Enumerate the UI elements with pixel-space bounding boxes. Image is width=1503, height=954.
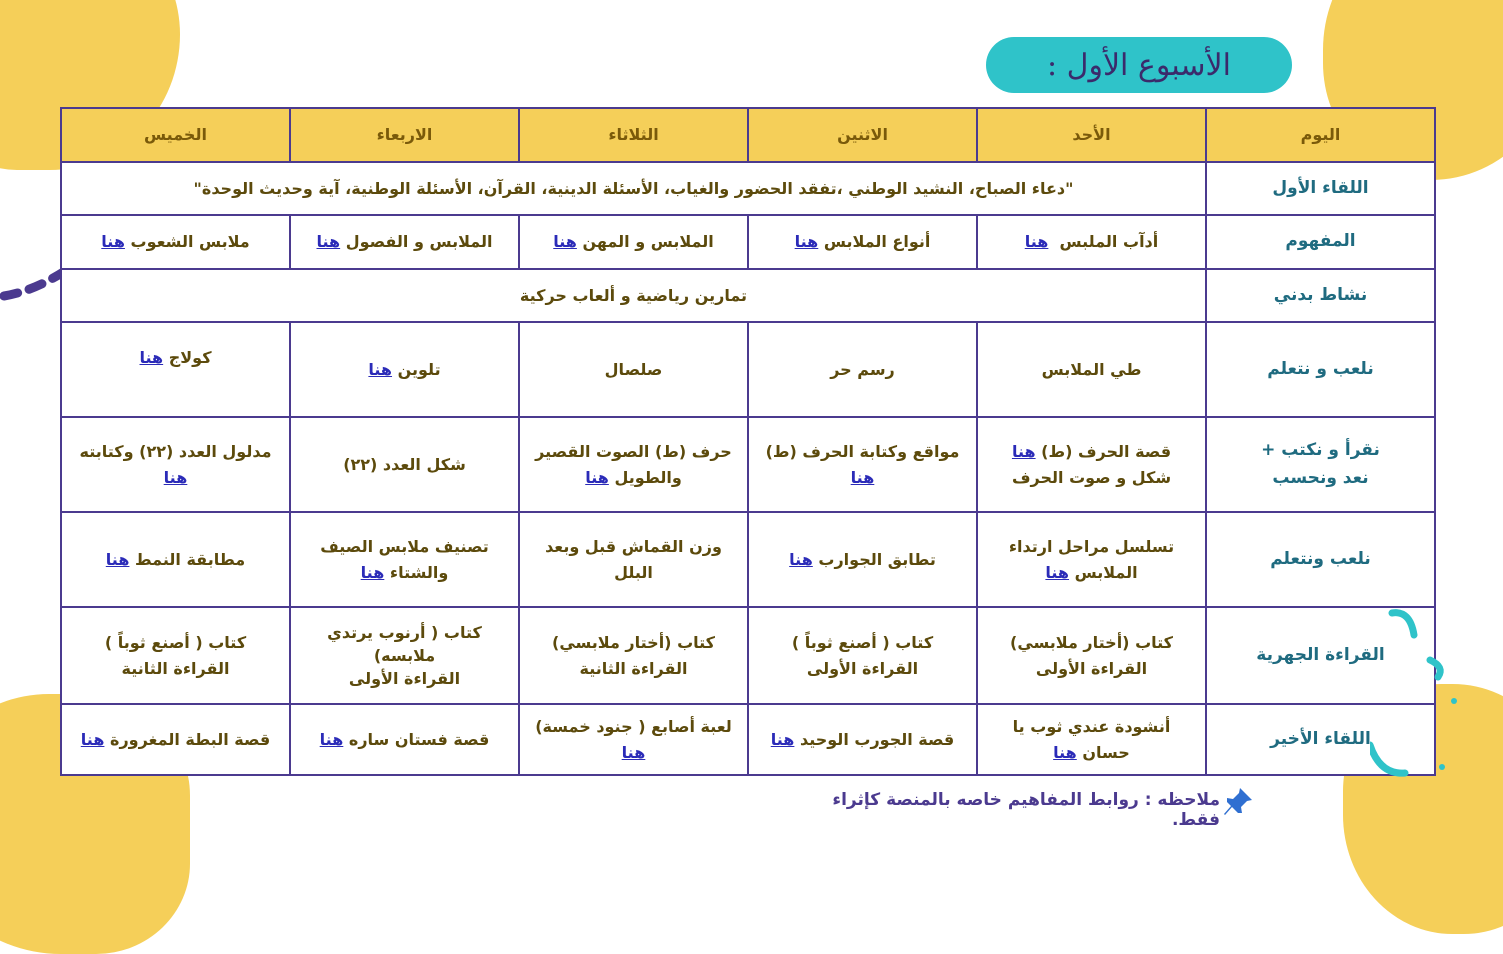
- table-cell: [61, 215, 290, 269]
- table-cell: [977, 512, 1206, 607]
- schedule-table: [60, 107, 1436, 776]
- table-cell: [748, 512, 977, 607]
- table-cell: [977, 417, 1206, 512]
- table-row: [61, 269, 1435, 322]
- cell-text: لعبة أصابع ( جنود خمسة): [535, 716, 732, 736]
- cell-text: القراءة الأولى: [348, 669, 461, 689]
- cell-text: صلصال: [604, 359, 663, 379]
- table-cell: [290, 704, 519, 775]
- cell-text: حرف (ط) الصوت القصير: [535, 441, 732, 461]
- link-here[interactable]: هنا: [80, 729, 105, 749]
- cell-text: القراءة الثانية: [579, 658, 688, 678]
- table-cell: "دعاء الصباح، النشيد الوطني ،تفقد الحضور والغياب، الأسئلة الدينية، القرآن، الأسئلة الوطنية، آية وحديث الوحدة": [61, 162, 1206, 215]
- decor-splash: [1370, 605, 1460, 785]
- cell-text: شكل العدد (٢٢): [343, 454, 466, 474]
- table-cell: [977, 607, 1206, 704]
- cell-text: كتاب ( أصنع ثوباً ): [104, 632, 247, 652]
- cell-text: تسلسل مراحل ارتداء: [1008, 536, 1175, 556]
- link-here[interactable]: هنا: [1011, 441, 1036, 461]
- table-cell: [290, 607, 519, 704]
- link-here[interactable]: هنا: [105, 549, 130, 569]
- table-cell: [61, 322, 290, 417]
- link-here[interactable]: هنا: [139, 347, 164, 367]
- cell-text: ملابسه): [373, 645, 436, 665]
- cell-text: تصنيف ملابس الصيف: [320, 536, 489, 556]
- row-label: المفهوم: [1206, 215, 1435, 269]
- cell-text: مواقع وكتابة الحرف (ط): [765, 441, 960, 461]
- cell-text: الملابس و الفصول: [345, 232, 493, 252]
- cell-text: البلل: [614, 562, 653, 582]
- link-here[interactable]: هنا: [794, 232, 819, 252]
- table-cell: [977, 704, 1206, 775]
- footnote: ملاحظه : روابط المفاهيم خاصه بالمنصة كإثراء فقط.: [832, 790, 1220, 830]
- cell-text: شكل و صوت الحرف: [1011, 467, 1172, 487]
- link-here[interactable]: هنا: [1045, 562, 1070, 582]
- table-cell: [748, 322, 977, 417]
- link-here[interactable]: هنا: [319, 729, 344, 749]
- table-cell: [61, 607, 290, 704]
- table-cell: [290, 322, 519, 417]
- cell-text: مطابقة النمط: [135, 549, 246, 569]
- row-label: نلعب و نتعلم: [1206, 322, 1435, 417]
- link-here[interactable]: هنا: [789, 549, 813, 569]
- table-cell: [61, 704, 290, 775]
- cell-text: مدلول العدد (٢٢) وكتابته: [79, 441, 272, 461]
- table-cell: [290, 512, 519, 607]
- row-label: [1206, 417, 1435, 512]
- table-cell: [748, 607, 977, 704]
- table-cell: [519, 512, 748, 607]
- row-label-line: نقرأ و نكتب +: [1261, 440, 1380, 461]
- cell-text: كتاب ( أصنع ثوباً ): [791, 632, 934, 652]
- header-cell: الخميس: [61, 108, 290, 162]
- link-here[interactable]: هنا: [553, 232, 577, 252]
- table-cell: [519, 215, 748, 269]
- table-row: [61, 417, 1435, 512]
- table-cell: [748, 704, 977, 775]
- table-row: [61, 704, 1435, 775]
- cell-text: كتاب (أختار ملابسي): [552, 632, 715, 652]
- table-cell: [61, 512, 290, 607]
- table-row: [61, 322, 1435, 417]
- cell-text: القراءة الأولى: [806, 658, 919, 678]
- table-cell: تمارين رياضية و ألعاب حركية: [61, 269, 1206, 322]
- header-cell: الأحد: [977, 108, 1206, 162]
- link-here[interactable]: هنا: [621, 742, 646, 762]
- link-here[interactable]: هنا: [1024, 232, 1049, 252]
- row-label: نشاط بدني: [1206, 269, 1435, 322]
- cell-text: والطويل: [614, 467, 682, 487]
- cell-text: الملابس و المهن: [582, 232, 714, 252]
- row-label: القراءة الجهرية: [1206, 607, 1435, 704]
- table-cell: [977, 215, 1206, 269]
- header-cell: اليوم: [1206, 108, 1435, 162]
- header-cell: الثلاثاء: [519, 108, 748, 162]
- pushpin-icon: [1222, 786, 1254, 818]
- cell-text: أنواع الملابس: [823, 232, 931, 252]
- table-cell: [977, 322, 1206, 417]
- cell-text: كولاج: [168, 347, 212, 367]
- cell-text: أنشودة عندي ثوب يا: [1012, 716, 1171, 736]
- header-cell: الاربعاء: [290, 108, 519, 162]
- table-cell: [519, 704, 748, 775]
- link-here[interactable]: هنا: [1053, 742, 1077, 762]
- row-label: نلعب ونتعلم: [1206, 512, 1435, 607]
- cell-text: تطابق الجوارب: [818, 549, 936, 569]
- table-cell: [748, 417, 977, 512]
- cell-text: والشتاء: [389, 562, 449, 582]
- header-cell: الاثنين: [748, 108, 977, 162]
- cell-text: القراءة الأولى: [1035, 658, 1148, 678]
- cell-text: كتاب ( أرنوب يرتدي: [327, 622, 482, 642]
- row-label: اللقاء الأول: [1206, 162, 1435, 215]
- cell-text: قصة البطة المغرورة: [110, 729, 271, 749]
- table-cell: [519, 417, 748, 512]
- link-here[interactable]: هنا: [360, 562, 385, 582]
- cell-text: أدآب الملبس: [1059, 232, 1159, 252]
- table-row: [61, 512, 1435, 607]
- link-here[interactable]: هنا: [316, 232, 341, 252]
- cell-text: الملابس: [1074, 562, 1138, 582]
- cell-text: كتاب (أختار ملابسي): [1010, 632, 1173, 652]
- cell-text: قصة فستان ساره: [348, 729, 490, 749]
- link-here[interactable]: هنا: [770, 729, 795, 749]
- link-here[interactable]: هنا: [101, 232, 125, 252]
- cell-text: قصة الجورب الوحيد: [799, 729, 955, 749]
- cell-text: رسم حر: [830, 359, 895, 379]
- table-cell: [519, 322, 748, 417]
- table-cell: [748, 215, 977, 269]
- row-label: اللقاء الأخير: [1206, 704, 1435, 775]
- link-here[interactable]: هنا: [368, 359, 393, 379]
- cell-text: حسان: [1082, 742, 1130, 762]
- table-cell: [290, 417, 519, 512]
- link-here[interactable]: هنا: [585, 467, 609, 487]
- cell-text: قصة الحرف (ط): [1041, 441, 1172, 461]
- table-row: [61, 607, 1435, 704]
- cell-text: ملابس الشعوب: [130, 232, 250, 252]
- table-cell: [519, 607, 748, 704]
- cell-text: القراءة الثانية: [121, 658, 230, 678]
- table-cell: [290, 215, 519, 269]
- cell-text: طي الملابس: [1041, 359, 1142, 379]
- link-here[interactable]: هنا: [163, 467, 188, 487]
- table-row: [61, 162, 1435, 215]
- cell-text: وزن القماش قبل وبعد: [545, 536, 722, 556]
- header-row: [61, 108, 1435, 162]
- link-here[interactable]: هنا: [850, 467, 875, 487]
- title-banner: [986, 37, 1292, 93]
- cell-text: تلوين: [397, 359, 441, 379]
- table-cell: [61, 417, 290, 512]
- page-title: الأسبوع الأول :: [1047, 47, 1231, 83]
- table-row: [61, 215, 1435, 269]
- row-label-line: نعد ونحسب: [1272, 467, 1369, 488]
